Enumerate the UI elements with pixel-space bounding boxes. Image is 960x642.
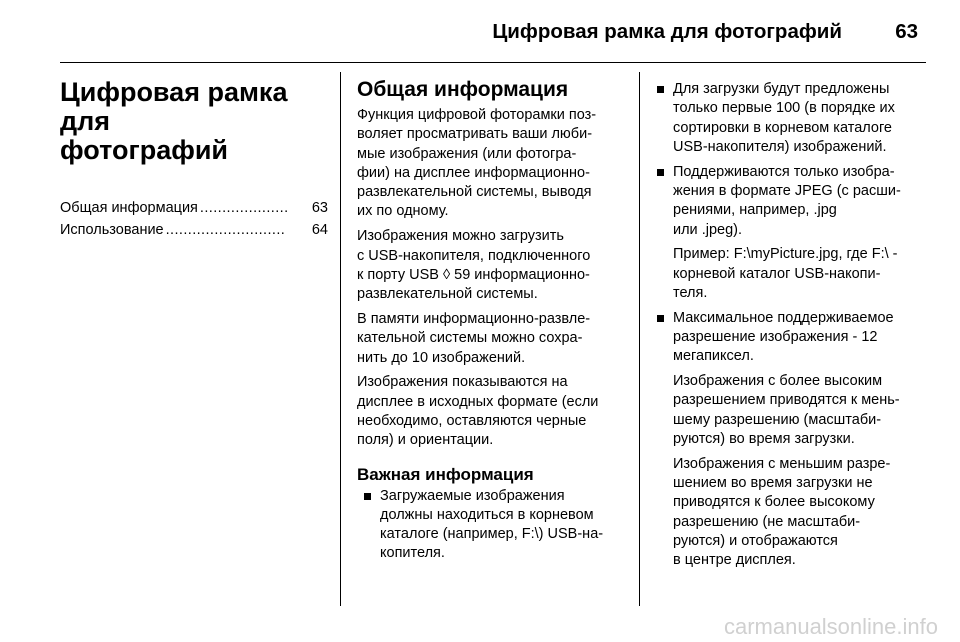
- list-item-text: Максимальное поддерживаемое разрешение изображения - 12 мегапиксел.: [673, 309, 894, 365]
- table-of-contents: [60, 200, 328, 243]
- list-item-text: Поддерживаются только изобра- жения в формате JPEG (с расши- рениями, например, .jpg или .jpeg).: [673, 163, 901, 238]
- paragraph: В памяти информационно-развле- кательной системы можно сохра- нить до 10 изображений.: [357, 310, 591, 366]
- square-bullet-icon: [364, 493, 371, 500]
- watermark: carmanualsonline.info: [723, 614, 938, 639]
- column-divider-left: [340, 72, 341, 606]
- paragraph: Функция цифровой фоторамки поз- воляет просматривать ваши люби- мые изображения (или фотогра- фии) на дисплее информационно- развлекательной системы, выводя их по одному.: [357, 107, 597, 220]
- list-item-text: Загружаемые изображения должны находиться в корневом каталоге (например, F:\) USB-на- копителя.: [380, 487, 604, 562]
- right-column: [650, 70, 930, 576]
- page-header: [0, 14, 960, 54]
- page-number: 63: [895, 20, 918, 43]
- toc-entry-label: Использование: [60, 221, 164, 238]
- important-info-list: [357, 487, 627, 564]
- left-column: [60, 70, 328, 243]
- list-item: [650, 163, 930, 240]
- list-item: [357, 487, 627, 564]
- toc-entry-page: 63: [311, 200, 328, 216]
- chapter-title: Цифровая рамка для фотографий: [60, 77, 288, 165]
- example-note: Пример: F:\myPicture.jpg, где F:\ - корневой каталог USB-накопи- теля.: [673, 246, 898, 301]
- list-item: [650, 309, 930, 367]
- toc-entry-usage[interactable]: [60, 222, 328, 244]
- running-title: Цифровая рамка для фотографий: [492, 20, 842, 43]
- paragraph: Изображения показываются на дисплее в исходных формате (если необходимо, оставляются черные поля) и ориентации.: [357, 374, 599, 449]
- important-info-heading: Важная информация: [357, 464, 534, 484]
- column-divider-right: [639, 72, 640, 606]
- middle-column: [357, 70, 627, 569]
- resolution-note: Изображения с меньшим разре- шением во время загрузки не приводятся к более высокому разрешению (не масштаби- руются) и отображаются в центре дисплея.: [673, 455, 891, 569]
- header-rule: [60, 62, 926, 63]
- square-bullet-icon: [657, 169, 664, 176]
- list-item: [650, 80, 930, 157]
- toc-entry-label: Общая информация: [60, 200, 198, 216]
- square-bullet-icon: [657, 86, 664, 93]
- toc-leader-dots: ...........................: [165, 221, 286, 238]
- list-item-text: Для загрузки будут предложены только первые 100 (в порядке их сортировки в корневом каталоге USB-накопителя) изображений.: [673, 81, 895, 155]
- resolution-list: [650, 309, 930, 367]
- resolution-note: Изображения с более высоким разрешением приводятся к мень- шему разрешению (масштаби- руются) во время загрузки.: [673, 373, 900, 448]
- toc-entry-general[interactable]: [60, 200, 328, 222]
- toc-entry-page: 64: [311, 221, 328, 238]
- paragraph: Изображения можно загрузить с USB-накопителя, подключенного к порту USB ◊ 59 информационно- развлекательной системы.: [357, 228, 591, 303]
- toc-leader-dots: ....................: [199, 200, 289, 216]
- section-title: Общая информация: [357, 78, 569, 101]
- requirements-list: [650, 80, 930, 240]
- square-bullet-icon: [657, 315, 664, 322]
